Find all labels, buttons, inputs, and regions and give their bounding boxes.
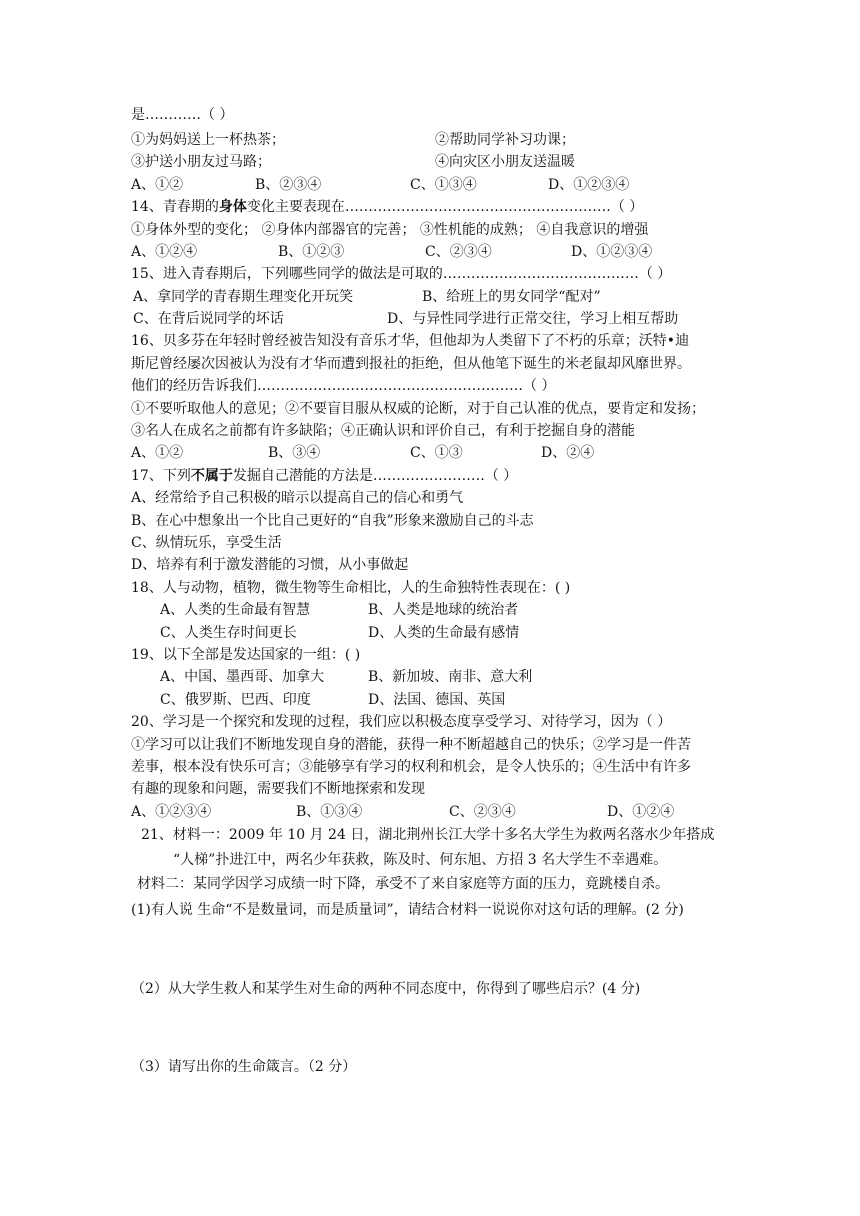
q17-stem <box>131 466 517 486</box>
q21-subquestion-2: （2）从大学生救人和某学生对生命的两种不同态度中，你得到了哪些启示？(4 分) <box>131 981 641 997</box>
q16-option-a: A、①② <box>131 445 184 461</box>
q20-option-a: A、①②③④ <box>131 804 212 820</box>
q17-option-a: A、经常给予自己积极的暗示以提高自己的信心和勇气 <box>131 490 464 506</box>
q20-stem: 20、学习是一个探究和发现的过程，我们应以积极态度享受学习、对待学习，因为（ ） <box>131 714 672 730</box>
q15-option-d: D、与异性同学进行正常交往，学习上相互帮助 <box>387 311 679 327</box>
q20-items-3: 有趣的现象和问题，需要我们不断地探索和发现 <box>131 781 425 797</box>
q21-material-1-line-1: 21、材料一：2009 年 10 月 24 日，湖北荆州长江大学十多名大学生为救两名落水少年搭成 <box>141 827 715 843</box>
q19-option-b: B、新加坡、南非、意大利 <box>368 669 533 685</box>
q18-option-a: A、人类的生命最有智慧 <box>160 602 311 618</box>
q15-option-b: B、给班上的男女同学“配对” <box>422 289 601 305</box>
q16-stem-1: 16、贝多芬在年轻时曾经被告知没有音乐才华，但他却为人类留下了不朽的乐章；沃特•迪 <box>131 333 690 349</box>
q19-option-c: C、俄罗斯、巴西、印度 <box>160 692 311 708</box>
q13-option-a: A、①② <box>131 177 184 193</box>
q13-item-3: ③护送小朋友过马路； <box>131 154 271 170</box>
q13-option-d: D、①②③④ <box>548 177 630 193</box>
q18-option-c: C、人类生存时间更长 <box>160 625 297 641</box>
q14-stem <box>131 197 643 217</box>
q13-option-c: C、①③④ <box>410 177 477 193</box>
q20-option-d: D、①②④ <box>607 804 675 820</box>
q16-option-c: C、①③ <box>410 445 463 461</box>
q14-option-c: C、②③④ <box>425 244 492 260</box>
q14-option-d: D、①②③④ <box>571 244 653 260</box>
q13-item-4: ④向灾区小朋友送温暖 <box>435 154 575 170</box>
q15-option-a: A、拿同学的青春期生理变化开玩笑 <box>133 289 354 305</box>
q16-stem-2: 斯尼曾经屡次因被认为没有才华而遭到报社的拒绝，但从他笔下诞生的米老鼠却风靡世界。 <box>131 356 691 372</box>
q13-option-b: B、②③④ <box>255 177 322 193</box>
q20-option-c: C、②③④ <box>449 804 516 820</box>
q20-items-1: ①学习可以让我们不断地发现自身的潜能，获得一种不断超越自己的快乐；②学习是一件苦 <box>131 737 691 753</box>
q14-option-a: A、①②④ <box>131 244 198 260</box>
q14-stem-start: 14、青春期的 <box>131 199 219 215</box>
q20-option-b: B、①③④ <box>296 804 363 820</box>
q17-stem-start: 17、下列 <box>131 468 191 484</box>
q21-subquestion-3: （3）请写出你的生命箴言。（2 分） <box>131 1059 357 1075</box>
q21-subquestion-1: (1)有人说 生命“不是数量词，而是质量词”，请结合材料一说说你对这句话的理解。(2 分) <box>131 902 684 918</box>
q17-emphasis: 不属于 <box>190 468 233 484</box>
q14-items: ①身体外型的变化； ②身体内部器官的完善； ③性机能的成熟； ④自我意识的增强 <box>131 222 649 238</box>
q13-item-1: ①为妈妈送上一杯热茶； <box>131 132 285 148</box>
q17-option-c: C、纵情玩乐，享受生活 <box>131 535 282 551</box>
q15-stem: 15、进入青春期后，下列哪些同学的做法是可取的……………………………………（ ） <box>131 266 672 282</box>
q14-emphasis: 身体 <box>218 199 247 215</box>
q14-option-b: B、①②③ <box>278 244 345 260</box>
q13-stem-end: 是…………（ ） <box>131 107 234 123</box>
q16-items-1: ①不要听取他人的意见；②不要盲目服从权威的论断，对于自己认准的优点，要肯定和发扬； <box>131 401 705 417</box>
q18-option-b: B、人类是地球的统治者 <box>368 602 519 618</box>
q17-stem-end: 发掘自己潜能的方法是……………………（ ） <box>232 468 518 484</box>
q17-option-b: B、在心中想象出一个比自己更好的“自我”形象来激励自己的斗志 <box>131 513 534 529</box>
q16-option-b: B、③④ <box>268 445 321 461</box>
q21-material-1-line-2: “人梯”扑进江中，两名少年获救，陈及时、何东旭、方招 3 名大学生不幸遇难。 <box>173 852 668 868</box>
q15-option-c: C、在背后说同学的坏话 <box>133 311 284 327</box>
q16-option-d: D、②④ <box>541 445 595 461</box>
q18-stem: 18、人与动物，植物，微生物等生命相比，人的生命独特性表现在：( ) <box>131 580 571 596</box>
q13-item-2: ②帮助同学补习功课； <box>435 132 575 148</box>
q18-option-d: D、人类的生命最有感情 <box>368 625 520 641</box>
q16-stem-3: 他们的经历告诉我们…………………………………………………（ ） <box>131 378 556 394</box>
q19-stem: 19、以下全部是发达国家的一组：( ) <box>131 647 361 663</box>
q19-option-a: A、中国、墨西哥、加拿大 <box>160 669 325 685</box>
q14-stem-end: 变化主要表现在…………………………………………………（ ） <box>246 199 644 215</box>
q17-option-d: D、培养有利于激发潜能的习惯，从小事做起 <box>131 557 409 573</box>
q20-items-2: 差事，根本没有快乐可言；③能够享有学习的权利和机会，是令人快乐的；④生活中有许多 <box>131 759 691 775</box>
q16-items-2: ③名人在成名之前都有许多缺陷；④正确认识和评价自己，有利于挖掘自身的潜能 <box>131 423 635 439</box>
q19-option-d: D、法国、德国、英国 <box>368 692 506 708</box>
q21-material-2: 材料二：某同学因学习成绩一时下降，承受不了来自家庭等方面的压力，竟跳楼自杀。 <box>137 876 669 892</box>
